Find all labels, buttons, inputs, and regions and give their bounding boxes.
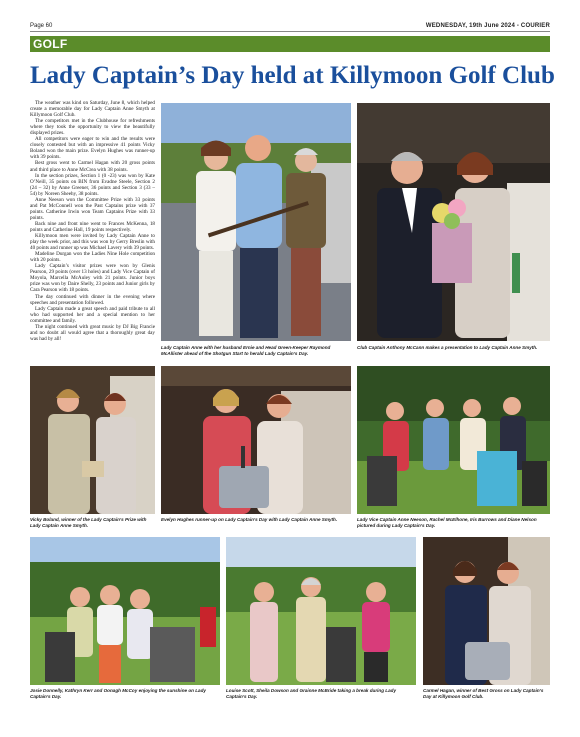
article-paragraph: Lady Captain made a great speech and paid tribute to all who had supported her and a special mention to her committee and family. (30, 305, 155, 324)
article-paragraph: Killymoon men were invited by Lady Captain Anne to play the week prior, and this was won by Gerry Breslin with 40 points and runner up was Michael Lavery with 39 points. (30, 233, 155, 252)
article-paragraph: The day continued with dinner in the evening where speeches and presentation followed. (30, 293, 155, 306)
article-paragraph: The weather was kind on Saturday, June 8, which helped create a memorable day for Lady Captain Anne Smyth at Killymoon Golf Club. (30, 100, 155, 119)
article-paragraph: Best gross went to Carmel Hagan with 20 gross points and third place to Anne McCrea with 38 points. (30, 160, 155, 173)
photo-vicky-boland (30, 366, 155, 514)
caption-louise-sheila-grainne: Louise Scott, Sheila Dowson and Grainne McBride taking a break during Lady Captain’s Day. (226, 688, 397, 699)
page-number: Page 60 (30, 22, 53, 29)
section-label: GOLF (33, 37, 68, 51)
caption-josie-kathryn-oonagh: Josie Donnelly, Kathryn Kerr and Oonagh McCoy enjoying the sunshine on Lady Captain’s Day. (30, 688, 206, 699)
photo-louise-sheila-grainne (226, 537, 416, 685)
caption-vicky-boland: Vicky Boland, winner of the Lady Captain’s Prize with Lady Captain Anne Smyth. (30, 517, 147, 528)
photo-josie-kathryn-oonagh (30, 537, 220, 685)
photo-captain-presentation (357, 103, 550, 341)
photo-evelyn-hughes (161, 366, 351, 514)
date-line: WEDNESDAY, 19th June 2024 - COURIER (425, 22, 550, 29)
section-bar (30, 36, 550, 52)
article-paragraph: Anne Neeson won the Committee Prize with 33 points and Pat McConnell won the Past Captains prize with 37 points. Catherine Irwin won Team Captains Prize with 33 points. (30, 196, 155, 221)
article-paragraph: The night continued with great music by DJ Big Francie and no doubt all would agree that a thoroughly great day was had by all! (30, 323, 155, 342)
article-paragraph: Back nine and front nine went to Frances McKenna, 18 points and Catherine Hall, 19 points respectively. (30, 220, 155, 233)
caption-vice-captain-group: Lady Vice Captain Anne Neeson, Rachel McElhone, Iris Burrows and Diane Nelson pictured during Lady Captain’s Day. (357, 517, 537, 528)
page-header (30, 20, 550, 32)
caption-shotgun-start: Lady Captain Anne with her husband Ernie and Head Green-Keeper Raymond McAllister ahead of the Shotgun Start to herald Lady Captain’s Day. (161, 345, 331, 356)
article-paragraph: All competitors were eager to win and the results were closely contested but with an impressive 41 points Vicky Boland won the main prize. Evelyn Hughes was runner-up with 39 points. (30, 136, 155, 161)
article-paragraph: Lady Captain’s visitor prizes were won by Glenis Pearson, 29 points (over 13 holes) and Lady Vice Captain of Moyola, Marcella McAuley with 21 points. Junior boys prize was won by Daire Shelly, 23 points and Junior girls by Cara Pearson with 18 points. (30, 263, 155, 294)
caption-captain-presentation: Club Captain Anthony McCann makes a presentation to Lady Captain Anne Smyth. (357, 345, 538, 350)
caption-evelyn-hughes: Evelyn Hughes runner-up on Lady Captain’s Day with Lady Captain Anne Smyth. (161, 517, 338, 522)
photo-vice-captain-group (357, 366, 550, 514)
photo-carmel-hagan (423, 537, 550, 685)
article-paragraph: In the section prizes, Section 1 (0 -23) was won by Kate O’Neill, 35 points on BIN from Evadne Steele, Section 2 (24 – 32) by Anne Greener, 36 points and Section 3 (33 – 54) by Noreen Sheehy, 38 points. (30, 172, 155, 197)
article-paragraph: The competitors met in the Clubhouse for refreshments where they took the opportunity to view the beautifully displayed prizes. (30, 118, 155, 137)
headline: Lady Captain’s Day held at Killymoon Golf Club (30, 62, 555, 89)
article-body (30, 100, 155, 370)
photo-shotgun-start (161, 103, 351, 341)
caption-carmel-hagan: Carmel Hagan, winner of Best Gross on Lady Captain’s Day at Killymoon Golf Club. (423, 688, 544, 699)
article-paragraph: Madeline Durgan won the Ladies Nine Hole competition with 20 points. (30, 251, 155, 264)
